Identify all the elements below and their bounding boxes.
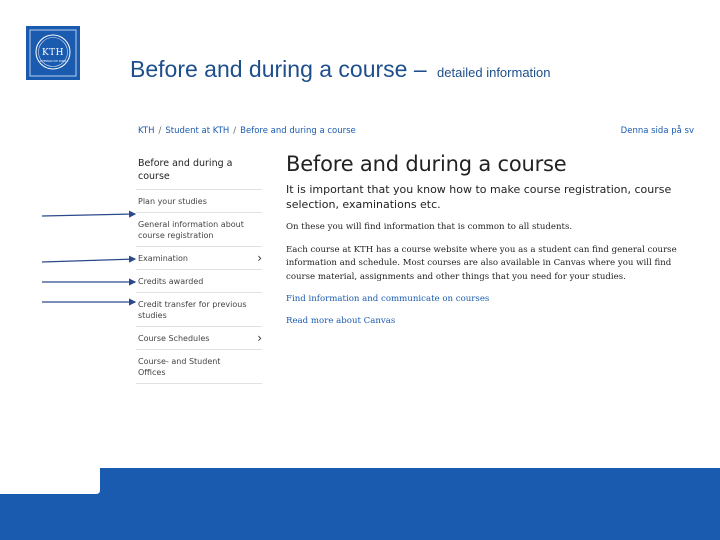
chevron-right-icon[interactable]: › [257,251,262,265]
footer-band [0,468,720,540]
breadcrumb-separator: / [158,126,162,136]
lead-paragraph: It is important that you know how to make course registration, course selection, examinations etc. [286,183,672,211]
logo-text: KTH [41,48,65,58]
breadcrumb-student-at-kth[interactable]: Student at KTH [165,126,230,136]
body-paragraph-common: On these you will find information that is common to all students. [286,222,573,232]
sidebar-heading[interactable]: Before and during a course [136,155,262,190]
sidebar-item-label: Plan your studies [138,197,207,206]
breadcrumb-current[interactable]: Before and during a course [240,126,356,136]
link-find-information[interactable]: Find information and communicate on courses [286,294,490,304]
sidebar-item-label: General information about course registration [138,220,244,240]
sidebar-item-label: Course Schedules [138,334,210,343]
sidebar-item-label: Course- and Student Offices [138,357,221,377]
slide-title-main: Before and during a course – [130,56,434,82]
body-paragraph-course-website: Each course at KTH has a course website where you as a student can find general course information and schedule. Most courses are also available in Canvas where you will find course material, assignments and other things that you need for your studies. [286,244,677,282]
breadcrumb-kth[interactable]: KTH [138,126,155,136]
sidebar-item-label: Examination [138,254,189,263]
arrow-course-registration [42,214,135,216]
slide-title-sub: detailed information [437,65,551,80]
language-switch-link[interactable]: Denna sida på sv [620,126,694,136]
chevron-right-icon[interactable]: › [257,331,262,345]
page-title: Before and during a course [286,152,567,176]
arrow-examination [42,259,135,262]
link-read-more-canvas[interactable]: Read more about Canvas [286,316,396,326]
sidebar-item-label: Credit transfer for previous studies [138,300,247,320]
sidebar-item-label: Credits awarded [138,277,204,286]
breadcrumb-separator: / [233,126,237,136]
logo-subtext: VETENSKAP OCH KONST [39,60,67,63]
